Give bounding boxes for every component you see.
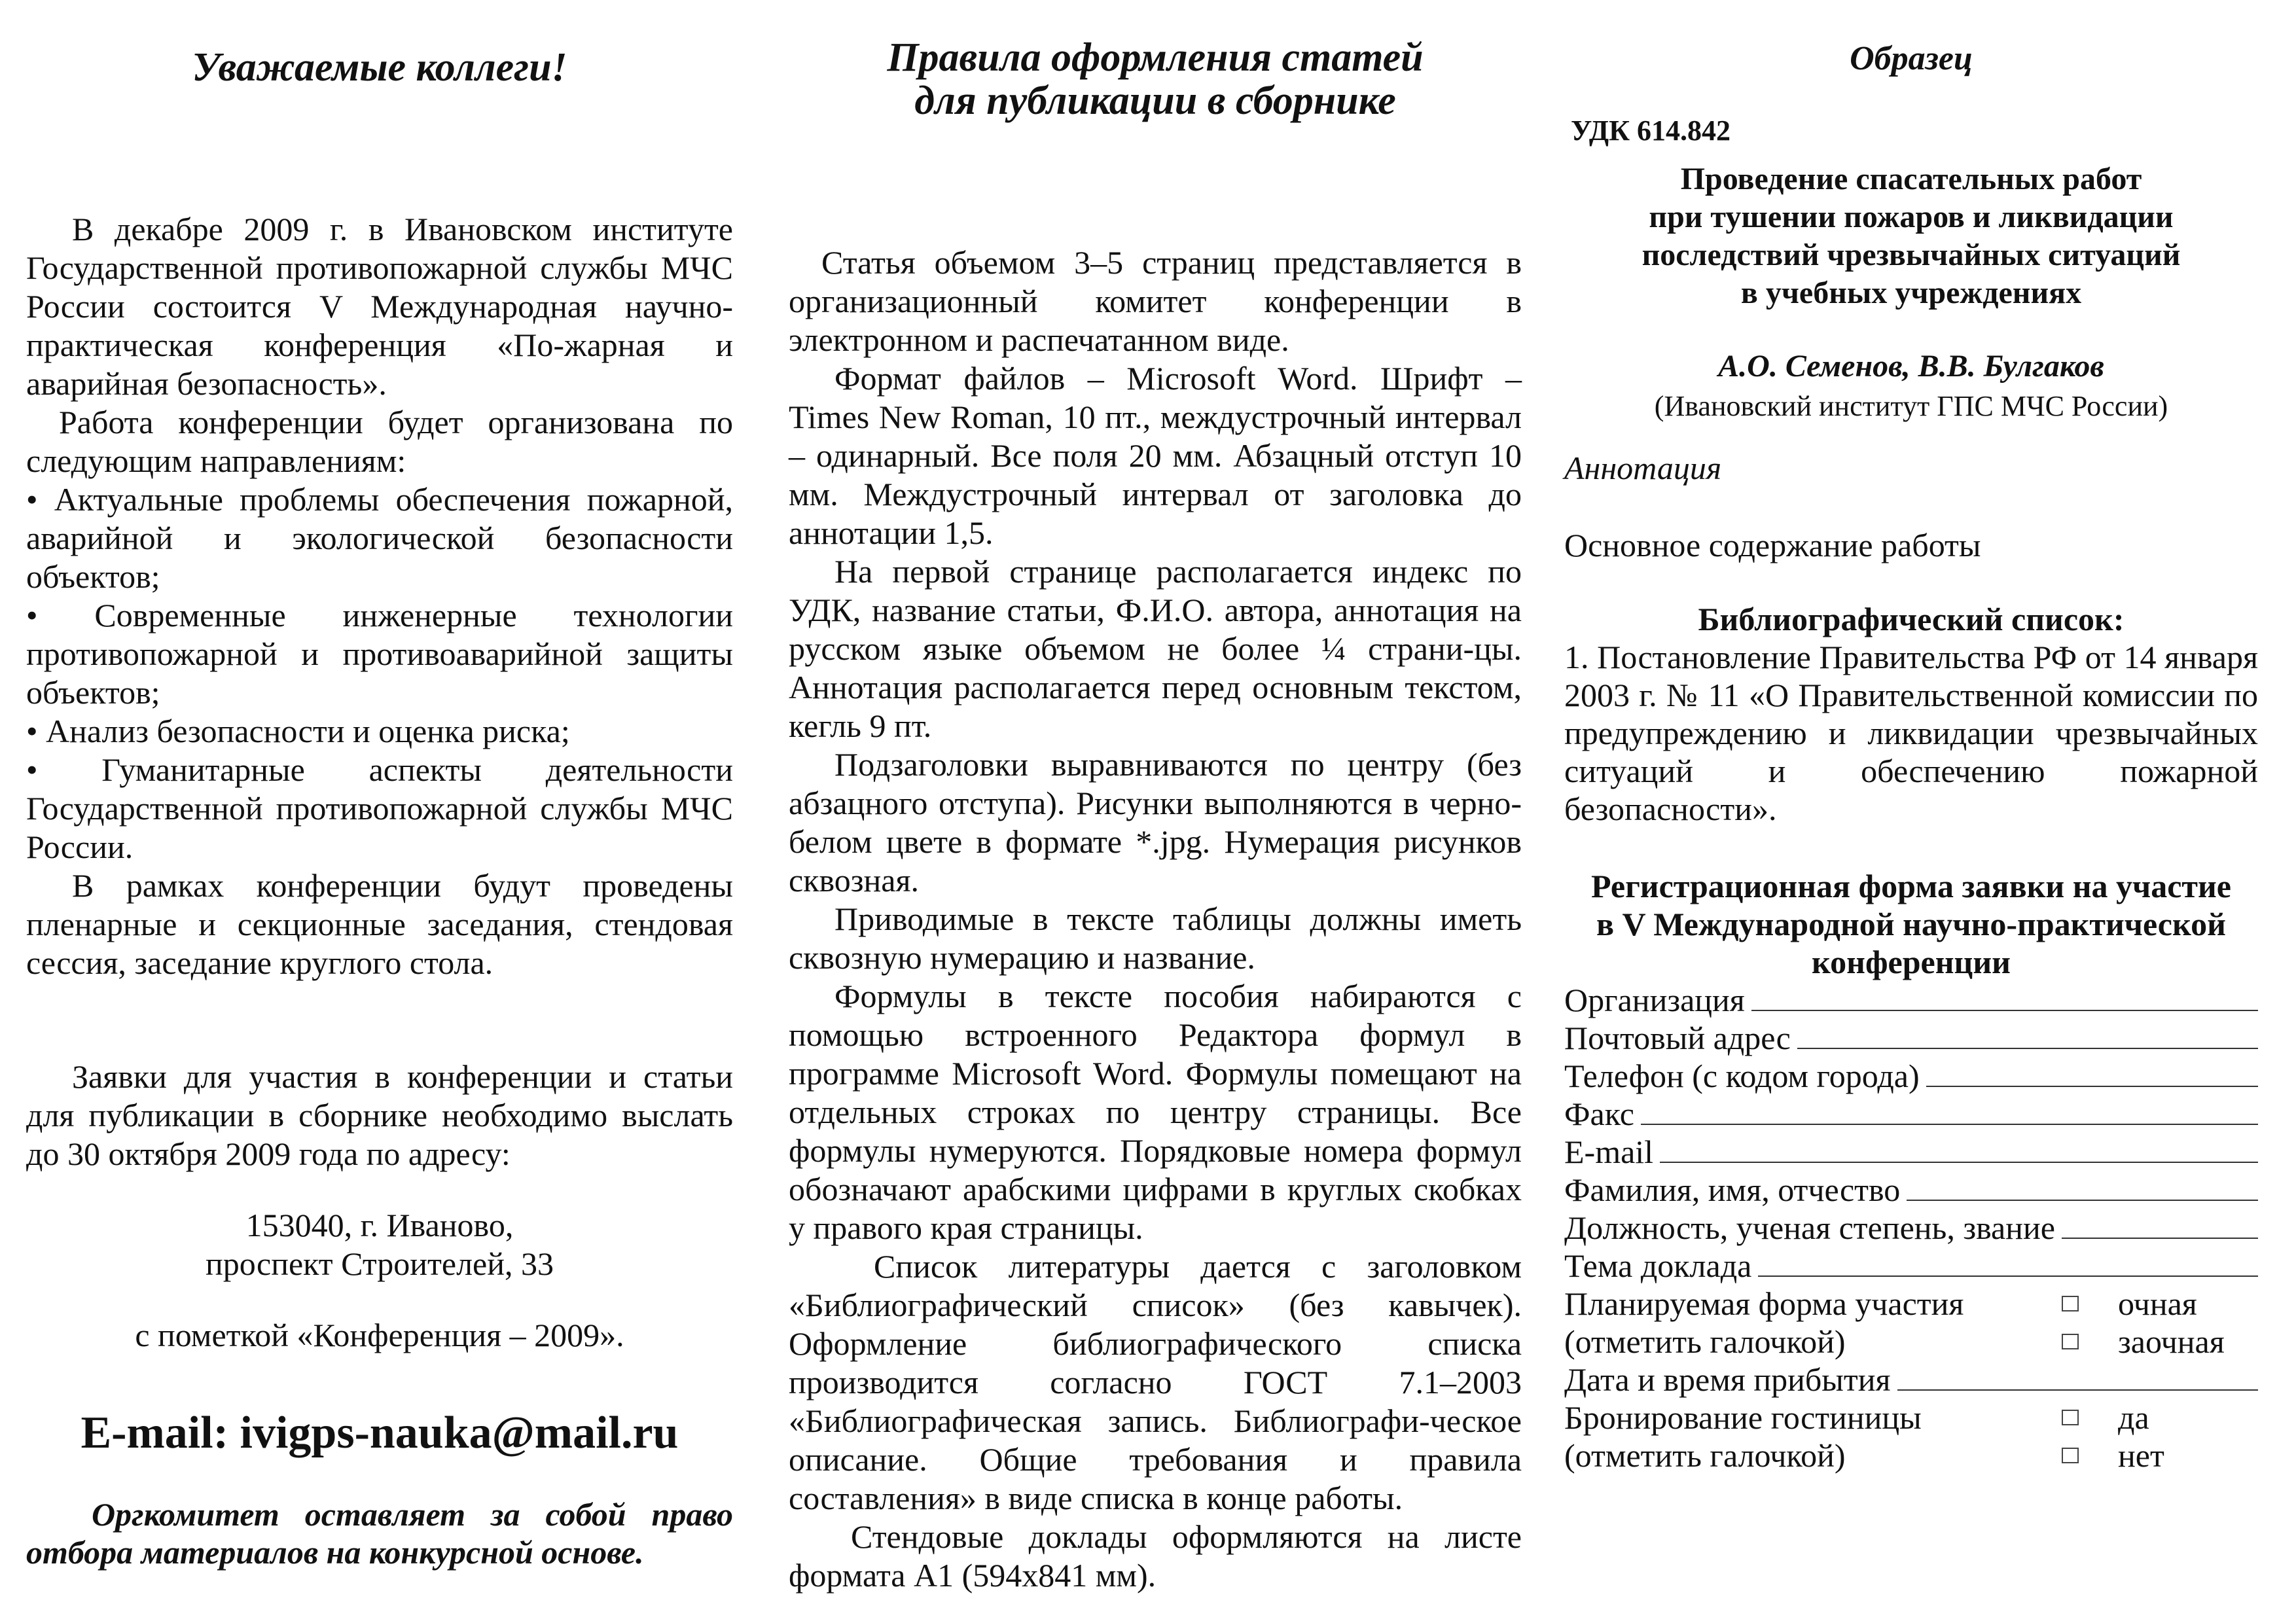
conference-mark: с пометкой «Конференция – 2009».	[135, 1317, 624, 1353]
option-yes	[2062, 1399, 2258, 1436]
rules-heading-line-1: Правила оформления статей	[887, 35, 1424, 80]
organizers-note: Оргкомитет оставляет за собой право отбора материалов на конкурсной основе.	[26, 1496, 733, 1571]
rules-paragraph: Приводимые в тексте таблицы должны иметь сквозную нумерацию и название.	[789, 901, 1522, 976]
direction-item: • Анализ безопасности и оценка риска;	[26, 712, 733, 751]
author-affiliation: (Ивановский институт ГПС МЧС России)	[1654, 390, 2168, 422]
checkbox-remote[interactable]	[2062, 1334, 2079, 1349]
field-fax	[1564, 1095, 2258, 1133]
checkbox-yes[interactable]	[2062, 1410, 2079, 1425]
rules-paragraph: Формат файлов – Microsoft Word. Шрифт – Times New Roman, 10 пт., междустрочный интервал – одинарный. Все поля 20 мм. Абзацный отступ 10 мм. Междустрочный интервал от заголовка до аннотации 1,5.	[789, 360, 1522, 551]
field-label: Планируемая форма участия	[1564, 1285, 1964, 1322]
field-hotel-hint	[1564, 1436, 2258, 1474]
sample-heading: Образец	[1850, 40, 1973, 77]
article-title-line: в учебных учреждениях	[1740, 276, 2082, 310]
direction-item: • Актуальные проблемы обеспечения пожарной, аварийной и экологической безопасности объектов;	[26, 480, 733, 596]
column-rules	[789, 0, 1522, 1623]
directions-intro: Работа конференции будет организована по следующим направлениям:	[26, 404, 733, 479]
column-invitation	[26, 0, 733, 1623]
main-content-label: Основное содержание работы	[1564, 527, 1981, 563]
article-title-line: при тушении пожаров и ликвидации	[1649, 200, 2174, 234]
fill-line[interactable]	[1897, 1389, 2258, 1391]
field-position	[1564, 1209, 2258, 1247]
option-label: да	[2118, 1399, 2149, 1436]
field-arrival	[1564, 1361, 2258, 1399]
rules-body	[789, 243, 1522, 1595]
checkbox-fulltime[interactable]	[2062, 1296, 2079, 1311]
fill-line[interactable]	[1907, 1199, 2258, 1201]
field-hotel-booking	[1564, 1399, 2258, 1436]
field-postal-address	[1564, 1019, 2258, 1057]
option-remote	[2062, 1323, 2258, 1361]
fill-line[interactable]	[1641, 1123, 2258, 1125]
field-label: Дата и время прибытия	[1564, 1361, 1891, 1398]
invitation-heading: Уважаемые коллеги!	[192, 45, 567, 90]
sessions-paragraph: В рамках конференции будут проведены пленарные и секционные заседания, стендовая сессия, заседание круглого стола.	[26, 867, 733, 981]
intro-paragraph: В декабре 2009 г. в Ивановском институте Государственной противопожарной службы МЧС России состоится V Международная научно-практическая конференция «По-жарная и аварийная безопасность».	[26, 211, 733, 402]
registration-heading-line: Регистрационная форма заявки на участие	[1591, 868, 2231, 904]
bibliography-heading: Библиографический список:	[1698, 601, 2125, 637]
invitation-body	[26, 210, 733, 1355]
rules-paragraph: Формулы в тексте пособия набираются с помощью встроенного Редактора формул в программе Microsoft Word. Формулы помещают на отдельных строках по центру страницы. Все формулы нумеруются. Порядковые номера формул обозначают арабскими цифрами в круглых скобках у правого края страницы.	[789, 978, 1522, 1246]
rules-paragraph: Стендовые доклады оформляются на листе формата А1 (594х841 мм).	[789, 1518, 1522, 1594]
field-label: E-mail	[1564, 1133, 1654, 1170]
option-fulltime	[2062, 1285, 2258, 1323]
article-title	[1564, 160, 2258, 312]
field-label: Бронирование гостиницы	[1564, 1399, 1922, 1436]
field-participation-hint	[1564, 1323, 2258, 1361]
annotation-label: Аннотация	[1564, 450, 1722, 486]
address-line-2: проспект Строителей, 33	[206, 1245, 554, 1282]
rules-paragraph: Список литературы дается с заголовком «Библиографический список» (без кавычек). Оформление библиографического списка производится согласно ГОСТ 7.1–2003 «Библиографическая запись. Библиографи-ческое описание. Общие требования и правила составления» в виде списка в конце работы.	[789, 1248, 1522, 1516]
column-sample-and-form	[1564, 0, 2258, 1623]
field-participation-form	[1564, 1285, 2258, 1323]
article-authors: А.О. Семенов, В.В. Булгаков	[1718, 349, 2104, 383]
field-label: Должность, ученая степень, звание	[1564, 1209, 2055, 1246]
field-full-name	[1564, 1171, 2258, 1209]
option-no	[2062, 1436, 2258, 1474]
contact-email: E-mail: ivigps-nauka@mail.ru	[81, 1408, 679, 1458]
fill-line[interactable]	[1797, 1047, 2258, 1049]
direction-item: • Гуманитарные аспекты деятельности Государственной противопожарной службы МЧС России.	[26, 751, 733, 866]
field-label: Телефон (с кодом города)	[1564, 1058, 1920, 1094]
registration-heading-line: в V Международной научно-практической	[1596, 906, 2226, 942]
udk-index: УДК 614.842	[1571, 115, 1731, 147]
registration-heading	[1564, 867, 2258, 981]
field-label: Тема доклада	[1564, 1247, 1752, 1284]
field-hint: (отметить галочкой)	[1564, 1437, 1846, 1474]
bibliography-item: 1. Постановление Правительства РФ от 14 января 2003 г. № 11 «О Правительственной комиссии по предупреждению и ликвидации чрезвычайных ситуаций и обеспечению пожарной безопасности».	[1564, 639, 2258, 827]
article-title-line: последствий чрезвычайных ситуаций	[1641, 238, 2181, 272]
fill-line[interactable]	[1926, 1085, 2258, 1087]
field-email	[1564, 1133, 2258, 1171]
rules-paragraph: На первой странице располагается индекс по УДК, название статьи, Ф.И.О. автора, аннотация на русском языке объемом не более ¼ страни-цы. Аннотация располагается перед основным текстом, кегль 9 пт.	[789, 553, 1522, 744]
fill-line[interactable]	[2062, 1237, 2258, 1239]
field-organization	[1564, 981, 2258, 1019]
rules-paragraph: Подзаголовки выравниваются по центру (без абзацного отступа). Рисунки выполняются в черно-белом цвете в формате *.jpg. Нумерация рисунков сквозная.	[789, 746, 1522, 899]
field-label: Почтовый адрес	[1564, 1020, 1791, 1056]
field-topic	[1564, 1247, 2258, 1285]
field-label: Факс	[1564, 1096, 1634, 1132]
registration-heading-line: конференции	[1812, 944, 2011, 980]
field-phone	[1564, 1057, 2258, 1095]
rules-heading	[789, 36, 1522, 122]
option-label: очная	[2118, 1285, 2197, 1322]
checkbox-no[interactable]	[2062, 1448, 2079, 1463]
submission-paragraph: Заявки для участия в конференции и статьи для публикации в сборнике необходимо выслать до 30 октября 2009 года по адресу:	[26, 1058, 733, 1172]
rules-paragraph: Статья объемом 3–5 страниц представляется в организационный комитет конференции в электронном и распечатанном виде.	[789, 244, 1522, 358]
article-title-line: Проведение спасательных работ	[1680, 162, 2142, 196]
registration-form	[1564, 981, 2258, 1474]
field-hint: (отметить галочкой)	[1564, 1323, 1846, 1360]
fill-line[interactable]	[1660, 1161, 2258, 1163]
field-label: Фамилия, имя, отчество	[1564, 1171, 1901, 1208]
address-line-1: 153040, г. Иваново,	[245, 1207, 514, 1243]
fill-line[interactable]	[1758, 1275, 2258, 1277]
option-label: нет	[2118, 1437, 2164, 1474]
field-label: Организация	[1564, 982, 1745, 1018]
fill-line[interactable]	[1751, 1009, 2258, 1011]
option-label: заочная	[2118, 1323, 2225, 1360]
direction-item: • Современные инженерные технологии противопожарной и противоаварийной защиты объектов;	[26, 596, 733, 712]
rules-heading-line-2: для публикации в сборнике	[914, 79, 1396, 123]
